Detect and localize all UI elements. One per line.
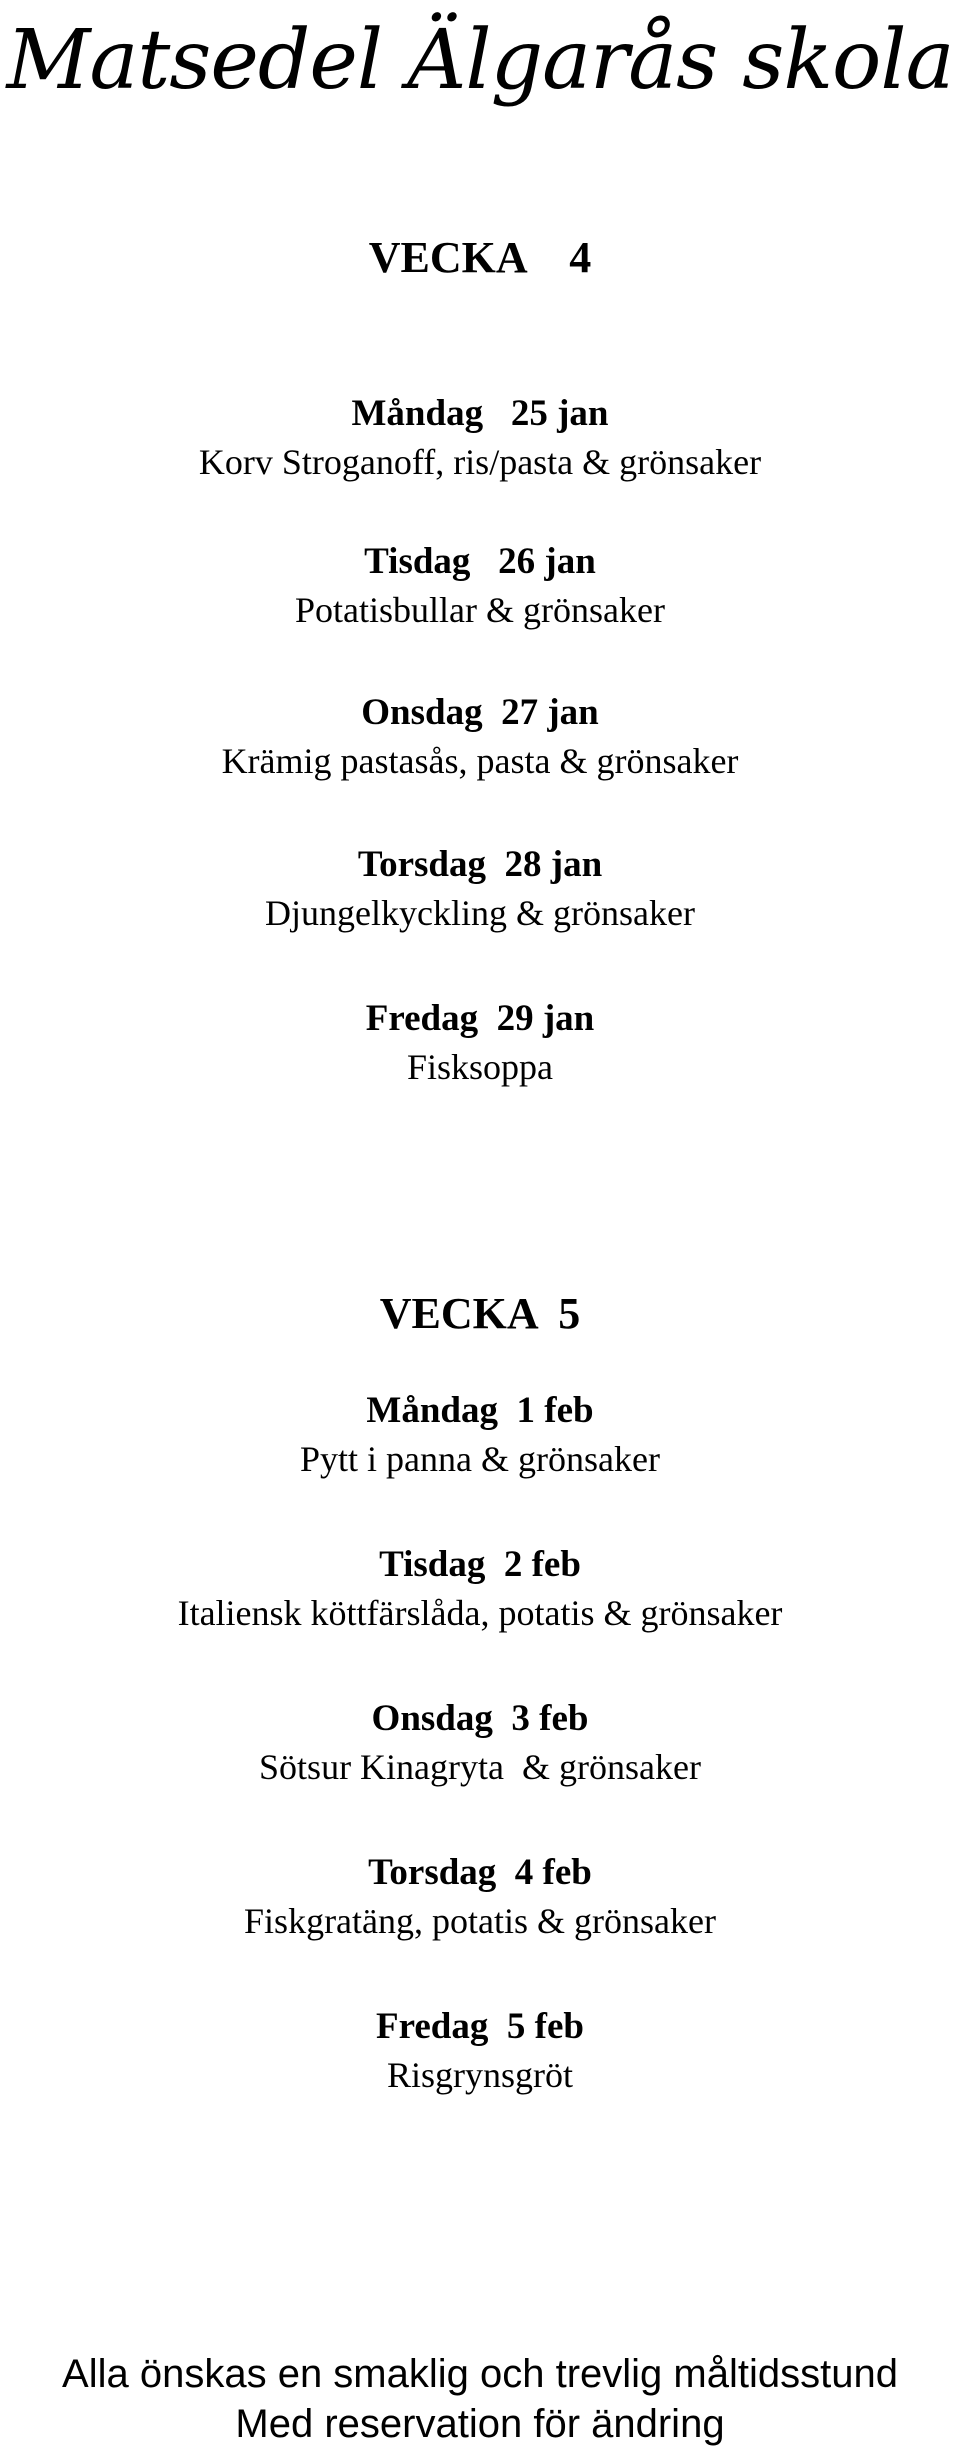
day-label: Tisdag 2 feb bbox=[379, 1544, 581, 1585]
day-label: Tisdag 26 jan bbox=[364, 541, 596, 582]
day-dish: Krämig pastasås, pasta & grönsaker bbox=[221, 741, 739, 781]
week-4-heading: VECKA 4 bbox=[368, 233, 592, 282]
week-5-heading: VECKA 5 bbox=[379, 1289, 581, 1338]
day-entry bbox=[0, 1386, 960, 1482]
day-dish: Italiensk köttfärslåda, potatis & grönsaker bbox=[177, 1593, 783, 1633]
footer-disclaimer: Med reservation för ändring bbox=[235, 2402, 725, 2446]
day-dish: Risgrynsgröt bbox=[386, 2055, 573, 2095]
day-label: Fredag 29 jan bbox=[365, 998, 595, 1039]
day-entry bbox=[0, 389, 960, 485]
day-entry bbox=[0, 840, 960, 936]
day-entry bbox=[0, 994, 960, 1090]
day-dish: Djungelkyckling & grönsaker bbox=[265, 893, 695, 933]
day-label: Fredag 5 feb bbox=[376, 2006, 584, 2047]
day-dish: Potatisbullar & grönsaker bbox=[295, 590, 665, 630]
day-dish: Sötsur Kinagryta & grönsaker bbox=[259, 1747, 701, 1787]
day-dish: Fisksoppa bbox=[406, 1047, 554, 1087]
day-entry bbox=[0, 1694, 960, 1790]
day-label: Onsdag 27 jan bbox=[361, 692, 599, 733]
day-label: Onsdag 3 feb bbox=[371, 1698, 589, 1739]
day-label: Torsdag 28 jan bbox=[357, 844, 603, 885]
footer-greeting: Alla önskas en smaklig och trevlig måltidsstund bbox=[62, 2352, 898, 2396]
day-dish: Fiskgratäng, potatis & grönsaker bbox=[244, 1901, 716, 1941]
day-dish: Korv Stroganoff, ris/pasta & grönsaker bbox=[198, 442, 762, 482]
page-title: Matsedel Älgarås skola bbox=[6, 13, 954, 108]
day-entry bbox=[0, 1848, 960, 1944]
day-entry bbox=[0, 1540, 960, 1636]
day-entry bbox=[0, 688, 960, 784]
day-label: Måndag 1 feb bbox=[366, 1390, 594, 1431]
day-label: Torsdag 4 feb bbox=[368, 1852, 592, 1893]
day-entry bbox=[0, 2002, 960, 2098]
day-entry bbox=[0, 537, 960, 633]
day-dish: Pytt i panna & grönsaker bbox=[300, 1439, 660, 1479]
day-label: Måndag 25 jan bbox=[351, 393, 609, 434]
